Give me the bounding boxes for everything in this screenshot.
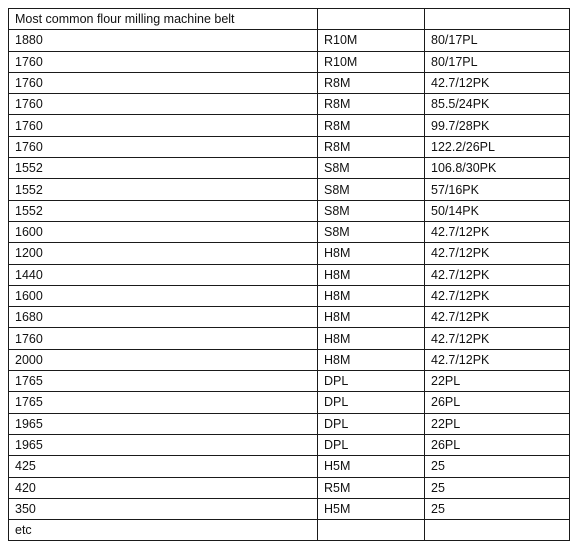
table-title-cell: Most common flour milling machine belt: [9, 9, 318, 30]
length-cell: 1760: [9, 136, 318, 157]
table-row: [9, 200, 570, 221]
length-cell: 1760: [9, 94, 318, 115]
length-cell: 1440: [9, 264, 318, 285]
profile-cell: R8M: [318, 72, 425, 93]
length-cell: 1600: [9, 285, 318, 306]
table-row: [9, 285, 570, 306]
table-row: [9, 30, 570, 51]
length-cell: 1880: [9, 30, 318, 51]
spec-cell: 122.2/26PL: [425, 136, 570, 157]
spec-cell: 80/17PL: [425, 30, 570, 51]
profile-cell: H8M: [318, 264, 425, 285]
table-row: [9, 94, 570, 115]
length-cell: 1680: [9, 307, 318, 328]
length-cell: 1765: [9, 392, 318, 413]
profile-cell: DPL: [318, 413, 425, 434]
table-row: [9, 456, 570, 477]
spec-cell: 42.7/12PK: [425, 72, 570, 93]
spec-cell: 80/17PL: [425, 51, 570, 72]
length-cell: etc: [9, 520, 318, 541]
table-row: [9, 520, 570, 541]
table-row: [9, 179, 570, 200]
table-row: [9, 221, 570, 242]
length-cell: 1760: [9, 328, 318, 349]
length-cell: 1600: [9, 221, 318, 242]
table-row: [9, 349, 570, 370]
spec-cell: 106.8/30PK: [425, 158, 570, 179]
length-cell: 1765: [9, 371, 318, 392]
profile-cell: R10M: [318, 30, 425, 51]
profile-cell: S8M: [318, 221, 425, 242]
length-cell: 1760: [9, 115, 318, 136]
length-cell: 2000: [9, 349, 318, 370]
table-header-cell: [425, 9, 570, 30]
profile-cell: R10M: [318, 51, 425, 72]
profile-cell: H8M: [318, 328, 425, 349]
profile-cell: R8M: [318, 115, 425, 136]
spec-cell: 25: [425, 456, 570, 477]
spec-cell: 26PL: [425, 434, 570, 455]
table-header-row: [9, 9, 570, 30]
profile-cell: S8M: [318, 158, 425, 179]
profile-cell: [318, 520, 425, 541]
spec-cell: 42.7/12PK: [425, 264, 570, 285]
length-cell: 1760: [9, 72, 318, 93]
spec-cell: 25: [425, 498, 570, 519]
spec-cell: 25: [425, 477, 570, 498]
table-row: [9, 136, 570, 157]
length-cell: 1552: [9, 200, 318, 221]
spec-cell: 99.7/28PK: [425, 115, 570, 136]
profile-cell: H8M: [318, 285, 425, 306]
table-row: [9, 307, 570, 328]
length-cell: 1200: [9, 243, 318, 264]
profile-cell: S8M: [318, 200, 425, 221]
length-cell: 1760: [9, 51, 318, 72]
spec-cell: [425, 520, 570, 541]
table-row: [9, 328, 570, 349]
table-header-cell: [318, 9, 425, 30]
table-row: [9, 158, 570, 179]
spec-cell: 57/16PK: [425, 179, 570, 200]
spec-cell: 50/14PK: [425, 200, 570, 221]
profile-cell: DPL: [318, 371, 425, 392]
spec-cell: 42.7/12PK: [425, 285, 570, 306]
spec-cell: 42.7/12PK: [425, 328, 570, 349]
length-cell: 425: [9, 456, 318, 477]
profile-cell: H8M: [318, 349, 425, 370]
profile-cell: DPL: [318, 434, 425, 455]
spec-cell: 22PL: [425, 413, 570, 434]
table-row: [9, 434, 570, 455]
spec-cell: 26PL: [425, 392, 570, 413]
spec-cell: 42.7/12PK: [425, 243, 570, 264]
table-row: [9, 477, 570, 498]
table-row: [9, 51, 570, 72]
table-row: [9, 498, 570, 519]
length-cell: 1552: [9, 158, 318, 179]
profile-cell: R8M: [318, 94, 425, 115]
table-row: [9, 371, 570, 392]
spec-cell: 42.7/12PK: [425, 221, 570, 242]
table-row: [9, 72, 570, 93]
profile-cell: S8M: [318, 179, 425, 200]
length-cell: 350: [9, 498, 318, 519]
profile-cell: H8M: [318, 307, 425, 328]
profile-cell: DPL: [318, 392, 425, 413]
profile-cell: H5M: [318, 456, 425, 477]
length-cell: 1552: [9, 179, 318, 200]
length-cell: 1965: [9, 413, 318, 434]
spec-cell: 42.7/12PK: [425, 307, 570, 328]
belt-table-body: [9, 9, 570, 541]
table-row: [9, 243, 570, 264]
spec-cell: 42.7/12PK: [425, 349, 570, 370]
table-row: [9, 392, 570, 413]
spec-cell: 22PL: [425, 371, 570, 392]
profile-cell: H5M: [318, 498, 425, 519]
table-row: [9, 413, 570, 434]
profile-cell: R8M: [318, 136, 425, 157]
length-cell: 1965: [9, 434, 318, 455]
spec-cell: 85.5/24PK: [425, 94, 570, 115]
table-row: [9, 264, 570, 285]
belt-table: [8, 8, 570, 541]
length-cell: 420: [9, 477, 318, 498]
table-row: [9, 115, 570, 136]
profile-cell: H8M: [318, 243, 425, 264]
profile-cell: R5M: [318, 477, 425, 498]
